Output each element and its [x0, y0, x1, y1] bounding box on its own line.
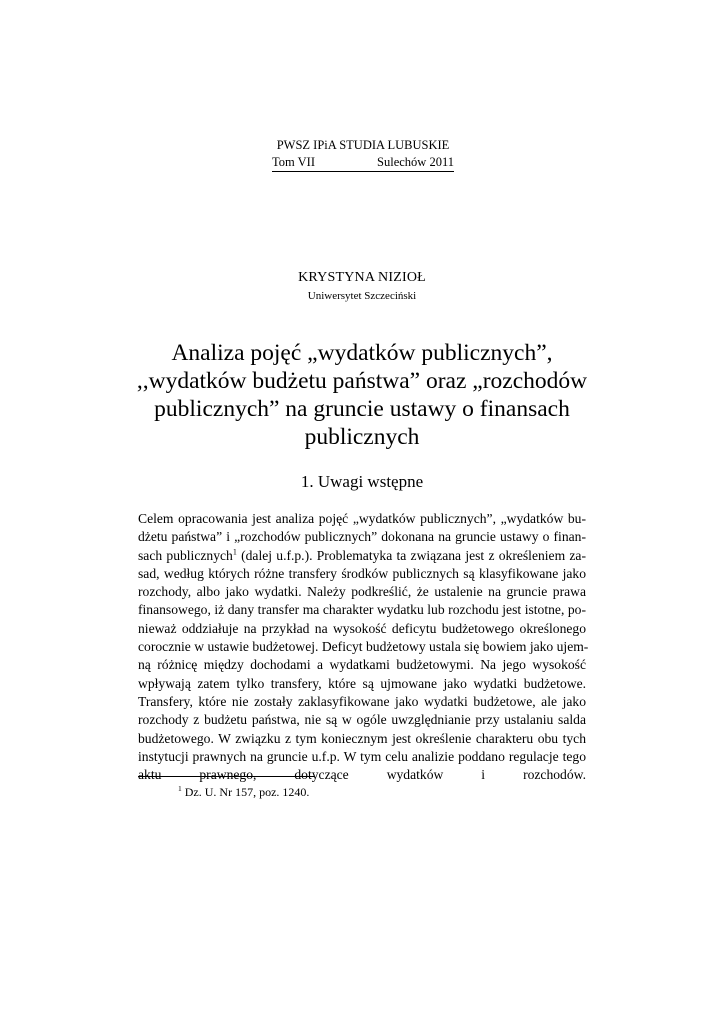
- author-name: KRYSTYNA NIZIOŁ: [298, 270, 426, 285]
- paragraph-line: nieważ oddziałuje na przykład na wysokość deficytu budżetowego określonego: [138, 620, 586, 636]
- journal-name: PWSZ IPiA STUDIA LUBUSKIE: [276, 138, 450, 152]
- journal-place-year: Sulechów 2011: [377, 155, 454, 169]
- footnote-text: Dz. U. Nr 157, poz. 1240.: [181, 785, 310, 799]
- paragraph-line: dżetu państwa” i „rozchodów publicznych” dokonana na gruncie ustawy o finan-: [138, 529, 586, 545]
- paper-title: [120, 339, 604, 451]
- footnote: [178, 785, 309, 800]
- paragraph-line: Celem opracowania jest analiza pojęć „wydatków publicznych”, „wydatków bu-: [138, 511, 586, 526]
- paragraph-line: instytucji prawnych na gruncie u.f.p. W tym celu analizie poddano regulacje tego: [138, 748, 586, 764]
- paragraph-line: corocznie w ustawie budżetowej. Deficyt budżetowy ustala się bowiem jako ujem-: [138, 639, 589, 655]
- footnote-divider: [138, 776, 314, 777]
- paragraph-line: ną różnicę między dochodami a wydatkami budżetowymi. Na jego wysokość: [138, 657, 586, 673]
- paragraph-line: wpływają zatem tylko transfery, które są ujmowane jako wydatki budżetowe.: [138, 675, 586, 691]
- author-affiliation: Uniwersytet Szczeciński: [307, 290, 417, 302]
- footnote-reference: 1: [232, 547, 237, 557]
- paragraph-line: [138, 547, 586, 565]
- paragraph-line-text: (dalej u.f.p.). Problematyka ta związana jest z określeniem za-: [236, 547, 586, 563]
- journal-header: [272, 137, 454, 172]
- title-line: Analiza pojęć „wydatków publicznych”,: [171, 340, 553, 366]
- title-line: publicznych: [304, 424, 420, 450]
- paragraph-line: aktu prawnego, dotyczące wydatków i rozchodów.: [138, 767, 586, 783]
- section-heading: 1. Uwagi wstępne: [300, 472, 424, 491]
- paragraph-line: Transfery, które nie zostały zaklasyfikowane jako wydatki budżetowe, ale jako: [138, 693, 586, 709]
- paragraph-line: rozchody, albo jako wydatki. Należy podkreślić, że ustalenie na gruncie prawa: [138, 584, 586, 600]
- paragraph-line: rozchody z budżetu państwa, nie są w ogóle uwzględnianie przy ustalaniu salda: [138, 712, 586, 728]
- journal-volume-line: [272, 154, 454, 172]
- paragraph-line: budżetowego. W związku z tym koniecznym jest określenie charakteru obu tych: [138, 730, 586, 746]
- footnote-marker: 1: [178, 784, 182, 793]
- body-paragraph: [138, 510, 589, 803]
- paragraph-line: sad, według których różne transfery środków publicznych są klasyfikowane jako: [138, 565, 586, 581]
- paragraph-line: finansowego, iż dany transfer ma charakter wydatku lub rozchodu jest istotne, po-: [138, 602, 586, 618]
- title-line: ,,wydatków budżetu państwa” oraz „rozchodów: [136, 368, 588, 394]
- title-line: publicznych” na gruncie ustawy o finansach: [154, 396, 570, 422]
- journal-volume: Tom VII: [272, 155, 315, 169]
- paragraph-line-text: sach publicznych: [138, 547, 233, 563]
